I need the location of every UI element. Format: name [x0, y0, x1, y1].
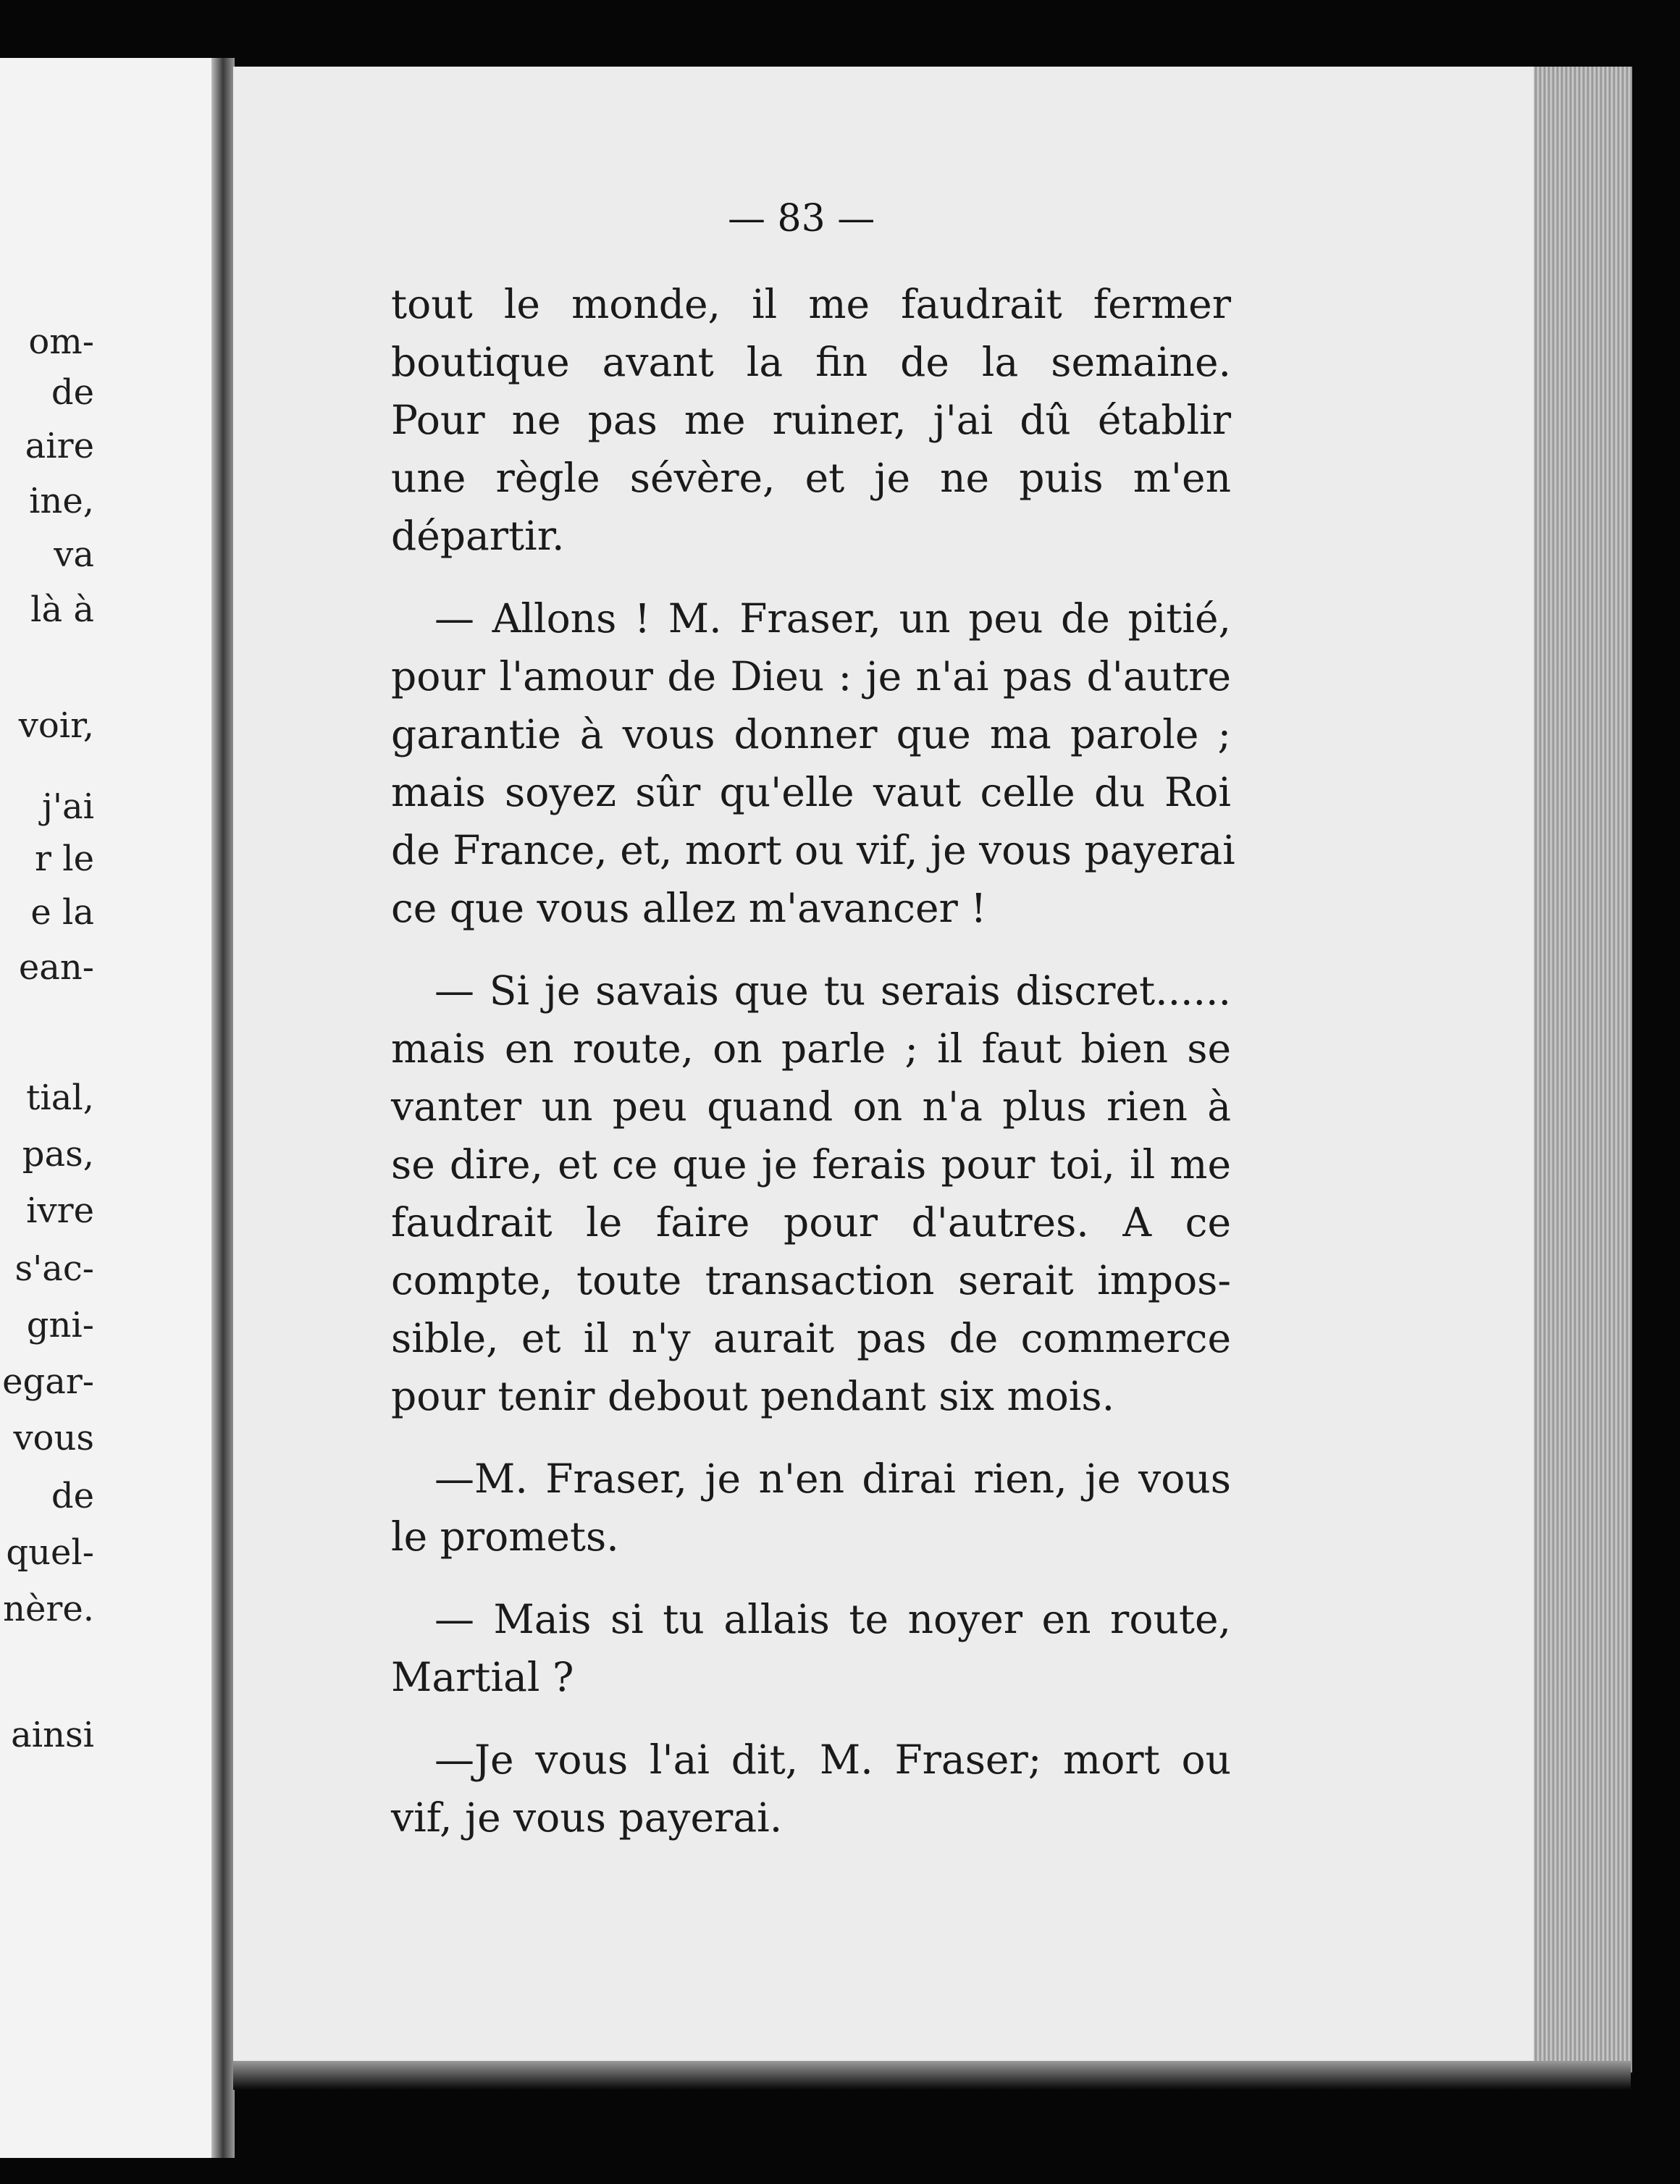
text-line: sible, et il n'y aurait pas de commerce — [391, 1315, 1231, 1361]
paragraph — [391, 275, 1231, 565]
text-line: de France, et, mort ou vif, je vous payerai — [391, 827, 1235, 873]
left-page-text-column — [0, 0, 94, 2184]
text-line: boutique avant la fin de la semaine. — [391, 339, 1231, 385]
left-page-fragment: voir, — [18, 705, 94, 746]
text-line: départir. — [391, 513, 565, 559]
text-line: Martial ? — [391, 1654, 574, 1700]
left-page-fragment: om- — [28, 322, 94, 362]
text-line: — Si je savais que tu serais discret...... — [434, 967, 1231, 1014]
text-line: le promets. — [391, 1513, 619, 1560]
text-line: vanter un peu quand on n'a plus rien à — [391, 1083, 1231, 1130]
left-page-fragment: va — [54, 534, 94, 575]
left-page-fragment: nère. — [3, 1589, 94, 1629]
paragraph — [391, 1450, 1231, 1566]
page-edges — [1534, 67, 1632, 2072]
text-line: —Je vous l'ai dit, M. Fraser; mort ou — [434, 1736, 1231, 1783]
text-line: pour tenir debout pendant six mois. — [391, 1373, 1115, 1419]
page-number: — 83 — — [728, 197, 875, 240]
paragraph — [391, 962, 1231, 1425]
left-page-fragment: de — [51, 1476, 94, 1516]
paragraph — [391, 1731, 1231, 1847]
text-line: — Allons ! M. Fraser, un peu de pitié, — [434, 595, 1231, 642]
text-line: —M. Fraser, je n'en dirai rien, je vous — [434, 1456, 1231, 1502]
left-page-fragment: ivre — [26, 1190, 94, 1231]
text-line: mais en route, on parle ; il faut bien se — [391, 1025, 1231, 1072]
text-line: ce que vous allez m'avancer ! — [391, 885, 987, 931]
text-line: Pour ne pas me ruiner, j'ai dû établir — [391, 397, 1231, 443]
left-page-fragment: r le — [35, 839, 94, 879]
text-line: faudrait le faire pour d'autres. A ce — [391, 1199, 1231, 1246]
left-page-fragment: j'ai — [41, 786, 94, 827]
left-page-fragment: ainsi — [11, 1715, 94, 1755]
text-line: compte, toute transaction serait impos- — [391, 1257, 1231, 1303]
left-page-fragment: s'ac- — [14, 1248, 94, 1289]
left-page-fragment: gni- — [26, 1305, 94, 1345]
text-line: tout le monde, il me faudrait fermer — [391, 281, 1231, 327]
left-page-fragment: aire — [25, 426, 94, 466]
left-page-fragment: egar- — [2, 1361, 94, 1402]
left-page-fragment: là à — [30, 589, 94, 630]
left-page-fragment: ean- — [18, 947, 94, 988]
text-line: une règle sévère, et je ne puis m'en — [391, 455, 1231, 501]
left-page-fragment: e la — [30, 892, 94, 933]
paragraph — [391, 1590, 1231, 1706]
page-bottom-shadow — [233, 2061, 1631, 2090]
text-line: pour l'amour de Dieu : je n'ai pas d'autre — [391, 653, 1231, 700]
text-line: garantie à vous donner que ma parole ; — [391, 711, 1231, 757]
paragraph — [391, 589, 1235, 937]
text-line: mais soyez sûr qu'elle vaut celle du Roi — [391, 769, 1231, 815]
left-page-fragment: vous — [13, 1418, 94, 1458]
left-page-fragment: ine, — [29, 481, 94, 521]
left-page-fragment: de — [51, 372, 94, 413]
text-line: vif, je vous payerai. — [391, 1794, 783, 1841]
left-page-fragment: quel- — [6, 1532, 94, 1573]
text-line: — Mais si tu allais te noyer en route, — [434, 1596, 1231, 1642]
left-page-fragment: pas, — [22, 1134, 94, 1175]
book-gutter — [211, 58, 235, 2158]
text-line: se dire, et ce que je ferais pour toi, il me — [391, 1141, 1231, 1188]
right-page-body — [391, 275, 1235, 1847]
left-page-fragment: tial, — [26, 1078, 94, 1118]
